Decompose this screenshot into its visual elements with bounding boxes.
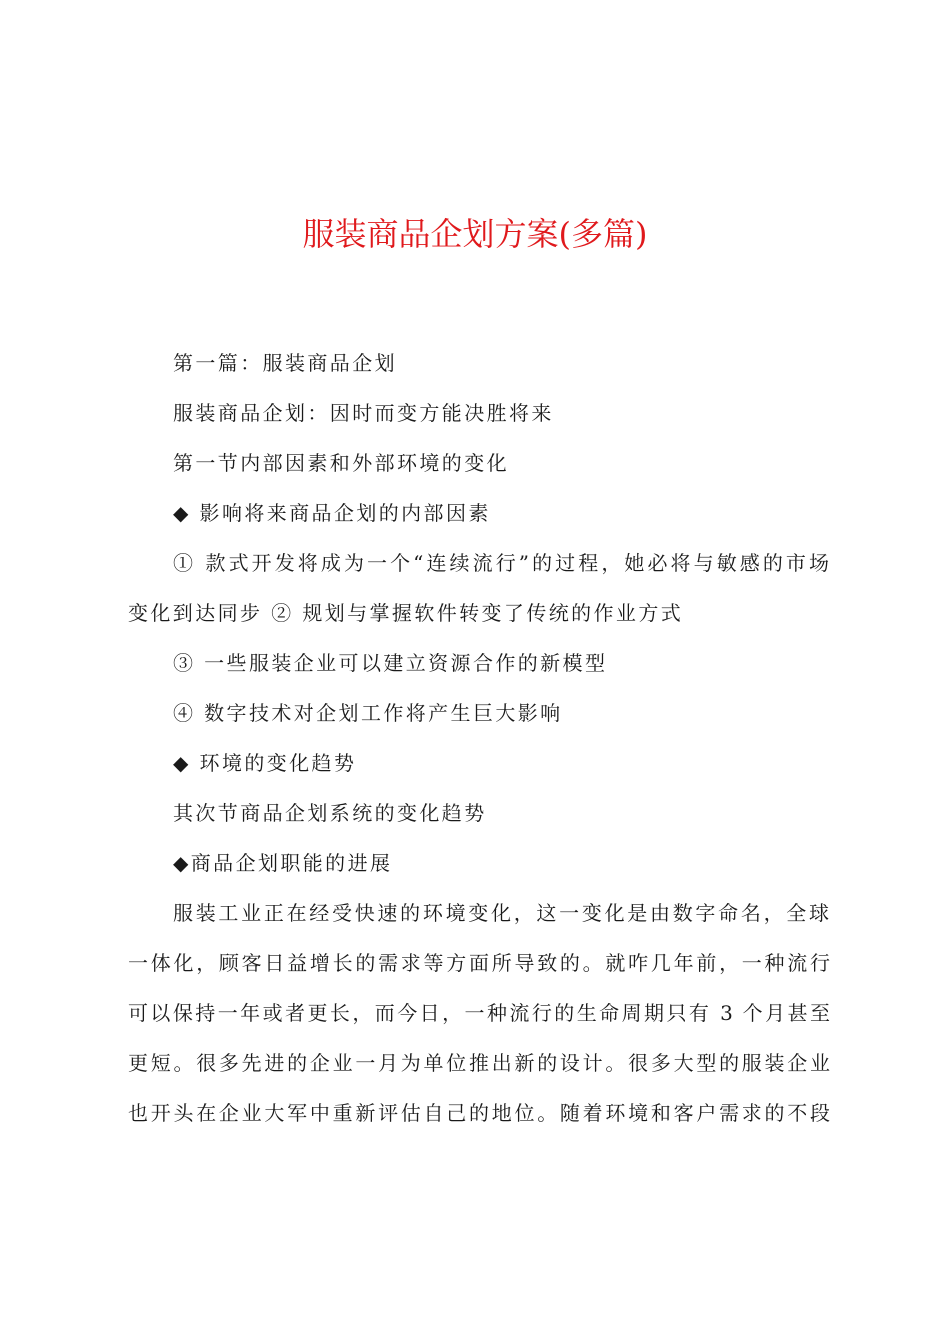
bullet-item: ◆商品企划职能的进展	[173, 851, 393, 875]
section-heading: 第一节内部因素和外部环境的变化	[173, 451, 509, 475]
subtitle-line: 服装商品企划：因时而变方能决胜将来	[173, 401, 554, 425]
paragraph-line: 更短。很多先进的企业一月为单位推出新的设计。很多大型的服装企业	[128, 1051, 831, 1075]
document-title: 服装商品企划方案(多篇)	[302, 215, 648, 253]
paragraph-line: 也开头在企业大军中重新评估自己的地位。随着环境和客户需求的不段	[128, 1101, 831, 1125]
bullet-item: ◆ 环境的变化趋势	[173, 751, 357, 775]
section-heading: 第一篇：服装商品企划	[173, 351, 397, 375]
section-heading: 其次节商品企划系统的变化趋势	[173, 801, 487, 825]
paragraph-line: 变化到达同步 ② 规划与掌握软件转变了传统的作业方式	[128, 601, 684, 625]
paragraph-line: 服装工业正在经受快速的环境变化，这一变化是由数字命名，全球	[173, 901, 830, 925]
bullet-item: ◆ 影响将来商品企划的内部因素	[173, 501, 491, 525]
paragraph-line: 可以保持一年或者更长，而今日，一种流行的生命周期只有 3 个月甚至	[128, 1001, 831, 1025]
paragraph-line: 一体化，顾客日益增长的需求等方面所导致的。就咋几年前，一种流行	[128, 951, 831, 975]
paragraph-line: ① 款式开发将成为一个“连续流行”的过程，她必将与敏感的市场	[173, 551, 830, 575]
list-item: ④ 数字技术对企划工作将产生巨大影响	[173, 701, 563, 725]
list-item: ③ 一些服装企业可以建立资源合作的新模型	[173, 651, 608, 675]
